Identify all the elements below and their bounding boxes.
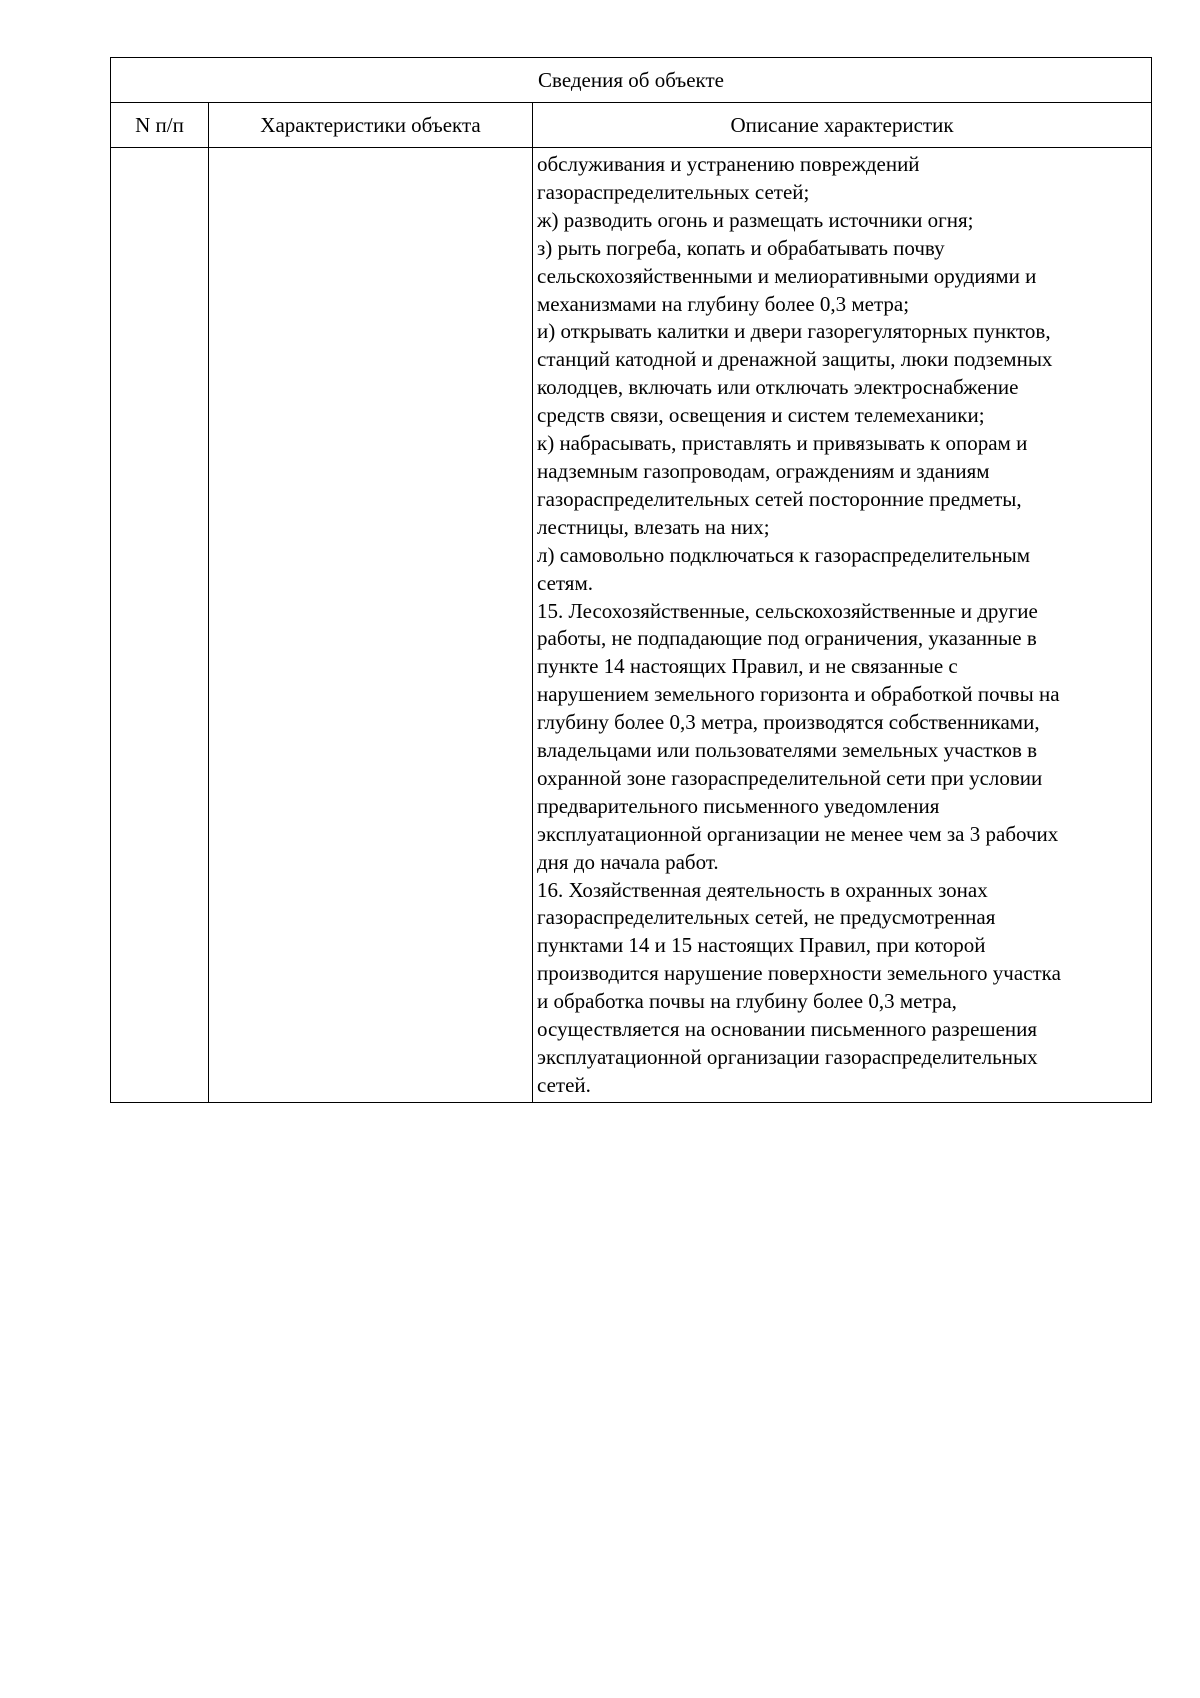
description-line: эксплуатационной организации не менее чем за 3 рабочих — [537, 821, 1059, 846]
description-line: охранной зоне газораспределительной сети при условии — [537, 765, 1043, 790]
description-line: газораспределительных сетей, не предусмотренная — [537, 905, 996, 930]
description-line: пункте 14 настоящих Правил, и не связанные с — [537, 654, 958, 679]
header-number: N п/п — [111, 103, 209, 148]
object-info-table — [110, 57, 1152, 1103]
description-line: и) открывать калитки и двери газорегуляторных пунктов, — [537, 319, 1051, 344]
description-line: газораспределительных сетей; — [537, 179, 810, 204]
description-line: предварительного письменного уведомления — [537, 793, 940, 818]
description-line: газораспределительных сетей посторонние предметы, — [537, 486, 1022, 511]
description-line: станций катодной и дренажной защиты, люки подземных — [537, 347, 1053, 372]
description-line: л) самовольно подключаться к газораспределительным — [537, 542, 1031, 567]
description-line: нарушением земельного горизонта и обработкой почвы на — [537, 682, 1060, 707]
description-line: 15. Лесохозяйственные, сельскохозяйственные и другие — [537, 598, 1038, 623]
description-line: сетей. — [537, 1072, 591, 1097]
description-line: з) рыть погреба, копать и обрабатывать почву — [537, 235, 945, 260]
description-line: глубину более 0,3 метра, производятся собственниками, — [537, 710, 1040, 735]
description-line: пунктами 14 и 15 настоящих Правил, при которой — [537, 933, 986, 958]
description-line: средств связи, освещения и систем телемеханики; — [537, 403, 985, 428]
table-title: Сведения об объекте — [111, 58, 1152, 103]
description-line: колодцев, включать или отключать электроснабжение — [537, 375, 1019, 400]
description-line: и обработка почвы на глубину более 0,3 метра, — [537, 989, 957, 1014]
table-title-row — [111, 58, 1152, 103]
description-line: работы, не подпадающие под ограничения, указанные в — [537, 626, 1037, 651]
description-line: к) набрасывать, приставлять и привязывать к опорам и — [537, 431, 1028, 456]
description-line: осуществляется на основании письменного разрешения — [537, 1017, 1038, 1042]
description-line: сетям. — [537, 570, 593, 595]
header-characteristics: Характеристики объекта — [209, 103, 533, 148]
description-line: ж) разводить огонь и размещать источники огня; — [537, 207, 974, 232]
row-number-cell — [111, 148, 209, 1103]
description-line: обслуживания и устранению повреждений — [537, 152, 920, 176]
table-row — [111, 148, 1152, 1103]
description-line: надземным газопроводам, ограждениям и зданиям — [537, 458, 990, 483]
description-line: владельцами или пользователями земельных участков в — [537, 738, 1038, 763]
description-line: 16. Хозяйственная деятельность в охранных зонах — [537, 877, 988, 902]
description-line: сельскохозяйственными и мелиоративными орудиями и — [537, 263, 1037, 288]
description-line: лестницы, влезать на них; — [537, 514, 770, 539]
row-description-cell — [533, 148, 1152, 1103]
row-characteristic-cell — [209, 148, 533, 1103]
table-header-row — [111, 103, 1152, 148]
description-line: механизмами на глубину более 0,3 метра; — [537, 291, 910, 316]
description-line: производится нарушение поверхности земельного участка — [537, 961, 1061, 986]
header-description: Описание характеристик — [533, 103, 1152, 148]
description-line: эксплуатационной организации газораспределительных — [537, 1045, 1038, 1069]
description-line: дня до начала работ. — [537, 849, 719, 874]
